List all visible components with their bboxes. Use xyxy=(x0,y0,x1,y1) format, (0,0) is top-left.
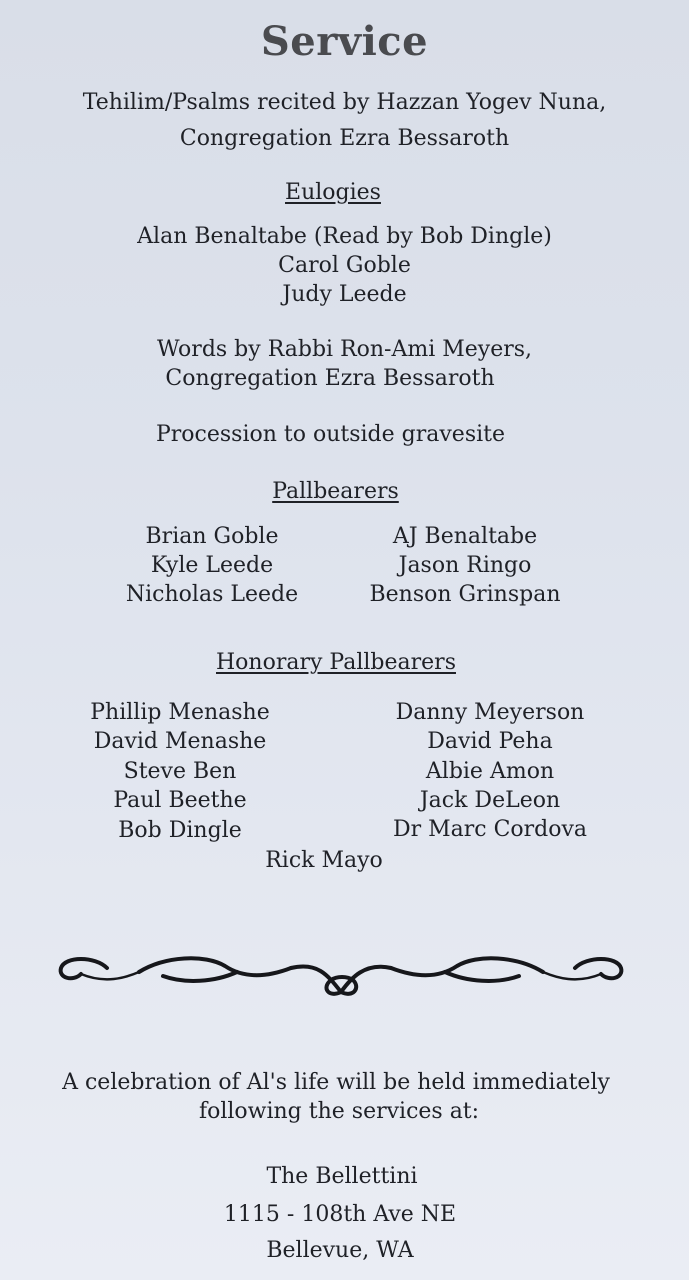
honorary-pallbearer-name: Jack DeLeon xyxy=(419,788,561,813)
honorary-pallbearer-name: Dr Marc Cordova xyxy=(392,817,588,842)
honorary-pallbearer-name: Danny Meyerson xyxy=(395,700,585,725)
honorary-pallbearer-name: Steve Ben xyxy=(123,759,237,784)
pallbearer-name: Jason Ringo xyxy=(398,553,532,578)
celebration-line-1: A celebration of Al's life will be held immediately xyxy=(62,1070,610,1095)
eulogy-item: Judy Leede xyxy=(282,282,407,307)
eulogy-item: Carol Goble xyxy=(278,253,411,278)
pallbearer-name: Nicholas Leede xyxy=(125,582,299,607)
honorary-pallbearer-name: David Peha xyxy=(427,729,553,754)
honorary-pallbearer-name: David Menashe xyxy=(93,729,267,754)
words-line-2: Congregation Ezra Bessaroth xyxy=(165,366,495,391)
honorary-pallbearer-name: Bob Dingle xyxy=(118,818,242,843)
celebration-line-2: following the services at: xyxy=(198,1099,480,1124)
honorary-pallbearer-name: Paul Beethe xyxy=(113,788,247,813)
honorary-pallbearers-heading: Honorary Pallbearers xyxy=(216,650,456,675)
procession-line: Procession to outside gravesite xyxy=(155,422,506,447)
tehilim-line-2: Congregation Ezra Bessaroth xyxy=(179,126,510,151)
eulogy-item: Alan Benaltabe (Read by Bob Dingle) xyxy=(137,224,552,249)
pallbearer-name: AJ Benaltabe xyxy=(392,524,538,549)
honorary-pallbearer-name: Phillip Menashe xyxy=(90,700,270,725)
honorary-pallbearer-name: Rick Mayo xyxy=(265,848,383,873)
pallbearer-name: Brian Goble xyxy=(145,524,279,549)
honorary-pallbearer-name: Albie Amon xyxy=(425,759,555,784)
decorative-flourish-divider xyxy=(55,948,627,1004)
words-line-1: Words by Rabbi Ron-Ami Meyers, xyxy=(156,337,533,362)
venue-city: Bellevue, WA xyxy=(266,1238,414,1263)
pallbearers-heading: Pallbearers xyxy=(272,479,399,504)
venue-address: 1115 - 108th Ave NE xyxy=(223,1202,457,1227)
tehilim-line-1: Tehilim/Psalms recited by Hazzan Yogev Nuna, xyxy=(82,90,607,115)
venue-name: The Bellettini xyxy=(266,1164,418,1189)
eulogies-heading: Eulogies xyxy=(285,180,381,205)
page-title: Service xyxy=(260,18,429,65)
pallbearer-name: Kyle Leede xyxy=(150,553,274,578)
pallbearer-name: Benson Grinspan xyxy=(369,582,561,607)
